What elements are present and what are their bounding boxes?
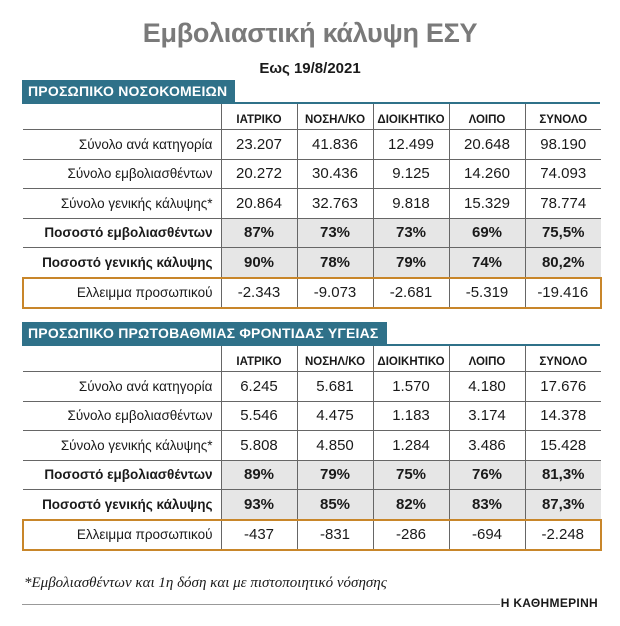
cell-value: 23.207 bbox=[221, 130, 297, 160]
cell-value: 20.272 bbox=[221, 159, 297, 189]
cell-value: 17.676 bbox=[525, 372, 601, 402]
cell-value: 98.190 bbox=[525, 130, 601, 160]
cell-value: -2.343 bbox=[221, 278, 297, 309]
row-label: Σύνολο γενικής κάλυψης* bbox=[23, 189, 221, 219]
cell-value: 90% bbox=[221, 248, 297, 278]
cell-value: 74.093 bbox=[525, 159, 601, 189]
cell-value: 79% bbox=[373, 248, 449, 278]
col-header: ΣΥΝΟΛΟ bbox=[525, 346, 601, 372]
cell-value: 82% bbox=[373, 490, 449, 520]
page-title: Εμβολιαστική κάλυψη ΕΣΥ bbox=[142, 18, 478, 48]
cell-value: -5.319 bbox=[449, 278, 525, 309]
source-rule bbox=[22, 604, 500, 605]
section-label: ΠΡΟΣΩΠΙΚΟ ΠΡΩΤΟΒΑΘΜΙΑΣ ΦΡΟΝΤΙΔΑΣ ΥΓΕΙΑΣ bbox=[22, 322, 387, 344]
cell-value: 30.436 bbox=[297, 159, 373, 189]
table-row bbox=[23, 218, 601, 248]
cell-value: 20.648 bbox=[449, 130, 525, 160]
cell-value: 5.546 bbox=[221, 401, 297, 431]
header-row bbox=[23, 346, 601, 372]
data-table bbox=[22, 346, 602, 551]
cell-value: 76% bbox=[449, 460, 525, 490]
col-header: ΝΟΣΗΛ/ΚΟ bbox=[297, 346, 373, 372]
cell-value: 4.475 bbox=[297, 401, 373, 431]
cell-value: -19.416 bbox=[525, 278, 601, 309]
header-row bbox=[23, 104, 601, 130]
table-row bbox=[23, 520, 601, 551]
cell-value: -9.073 bbox=[297, 278, 373, 309]
table-row bbox=[23, 278, 601, 309]
table-row bbox=[23, 189, 601, 219]
cell-value: 87% bbox=[221, 218, 297, 248]
row-label: Σύνολο εμβολιασθέντων bbox=[23, 401, 221, 431]
table-row bbox=[23, 401, 601, 431]
cell-value: 93% bbox=[221, 490, 297, 520]
col-header: ΙΑΤΡΙΚΟ bbox=[221, 346, 297, 372]
cell-value: 1.284 bbox=[373, 431, 449, 461]
table-row bbox=[23, 460, 601, 490]
cell-value: -437 bbox=[221, 520, 297, 551]
row-label: Ποσοστό εμβολιασθέντων bbox=[23, 460, 221, 490]
row-label: Σύνολο ανά κατηγορία bbox=[23, 372, 221, 402]
cell-value: 81,3% bbox=[525, 460, 601, 490]
cell-value: 75% bbox=[373, 460, 449, 490]
row-label: Σύνολο ανά κατηγορία bbox=[23, 130, 221, 160]
cell-value: 78.774 bbox=[525, 189, 601, 219]
table-row bbox=[23, 130, 601, 160]
row-label: Ποσοστό γενικής κάλυψης bbox=[23, 490, 221, 520]
cell-value: 20.864 bbox=[221, 189, 297, 219]
cell-value: 3.486 bbox=[449, 431, 525, 461]
cell-value: 4.850 bbox=[297, 431, 373, 461]
table-row bbox=[23, 372, 601, 402]
cell-value: -694 bbox=[449, 520, 525, 551]
data-table bbox=[22, 104, 602, 309]
cell-value: 73% bbox=[297, 218, 373, 248]
cell-value: -831 bbox=[297, 520, 373, 551]
col-header: ΙΑΤΡΙΚΟ bbox=[221, 104, 297, 130]
cell-value: 5.808 bbox=[221, 431, 297, 461]
row-label: Σύνολο εμβολιασθέντων bbox=[23, 159, 221, 189]
section-label: ΠΡΟΣΩΠΙΚΟ ΝΟΣΟΚΟΜΕΙΩΝ bbox=[22, 80, 235, 102]
source-credit: Η ΚΑΘΗΜΕΡΙΝΗ bbox=[500, 596, 598, 610]
col-header: ΝΟΣΗΛ/ΚΟ bbox=[297, 104, 373, 130]
row-label: Ποσοστό εμβολιασθέντων bbox=[23, 218, 221, 248]
cell-value: 1.570 bbox=[373, 372, 449, 402]
cell-value: 79% bbox=[297, 460, 373, 490]
cell-value: 1.183 bbox=[373, 401, 449, 431]
cell-value: 74% bbox=[449, 248, 525, 278]
cell-value: 14.378 bbox=[525, 401, 601, 431]
section-primary-care-staff bbox=[22, 322, 600, 551]
row-label: Ελλειμμα προσωπικού bbox=[23, 520, 221, 551]
col-header: ΔΙΟΙΚΗΤΙΚΟ bbox=[373, 346, 449, 372]
col-header: ΛΟΙΠΟ bbox=[449, 104, 525, 130]
cell-value: 69% bbox=[449, 218, 525, 248]
cell-value: 32.763 bbox=[297, 189, 373, 219]
cell-value: 9.125 bbox=[373, 159, 449, 189]
table-row bbox=[23, 248, 601, 278]
table-row bbox=[23, 431, 601, 461]
row-label: Ποσοστό γενικής κάλυψης bbox=[23, 248, 221, 278]
col-header: ΛΟΙΠΟ bbox=[449, 346, 525, 372]
cell-value: 75,5% bbox=[525, 218, 601, 248]
cell-value: 14.260 bbox=[449, 159, 525, 189]
cell-value: 5.681 bbox=[297, 372, 373, 402]
row-label: Ελλειμμα προσωπικού bbox=[23, 278, 221, 309]
cell-value: 80,2% bbox=[525, 248, 601, 278]
header-empty bbox=[23, 346, 221, 372]
cell-value: 15.329 bbox=[449, 189, 525, 219]
cell-value: 85% bbox=[297, 490, 373, 520]
col-header: ΔΙΟΙΚΗΤΙΚΟ bbox=[373, 104, 449, 130]
page-subtitle: Εως 19/8/2021 bbox=[259, 60, 361, 77]
cell-value: -2.681 bbox=[373, 278, 449, 309]
section-hospital-staff bbox=[22, 80, 600, 309]
cell-value: 83% bbox=[449, 490, 525, 520]
cell-value: 15.428 bbox=[525, 431, 601, 461]
cell-value: 73% bbox=[373, 218, 449, 248]
header-empty bbox=[23, 104, 221, 130]
cell-value: 4.180 bbox=[449, 372, 525, 402]
cell-value: 6.245 bbox=[221, 372, 297, 402]
cell-value: 3.174 bbox=[449, 401, 525, 431]
cell-value: 41.836 bbox=[297, 130, 373, 160]
cell-value: -2.248 bbox=[525, 520, 601, 551]
cell-value: -286 bbox=[373, 520, 449, 551]
cell-value: 12.499 bbox=[373, 130, 449, 160]
col-header: ΣΥΝΟΛΟ bbox=[525, 104, 601, 130]
cell-value: 89% bbox=[221, 460, 297, 490]
table-row bbox=[23, 159, 601, 189]
cell-value: 78% bbox=[297, 248, 373, 278]
cell-value: 9.818 bbox=[373, 189, 449, 219]
table-row bbox=[23, 490, 601, 520]
cell-value: 87,3% bbox=[525, 490, 601, 520]
row-label: Σύνολο γενικής κάλυψης* bbox=[23, 431, 221, 461]
footnote: *Εμβολιασθέντων και 1η δόση και με πιστοποιητικό νόσησης bbox=[24, 575, 387, 591]
